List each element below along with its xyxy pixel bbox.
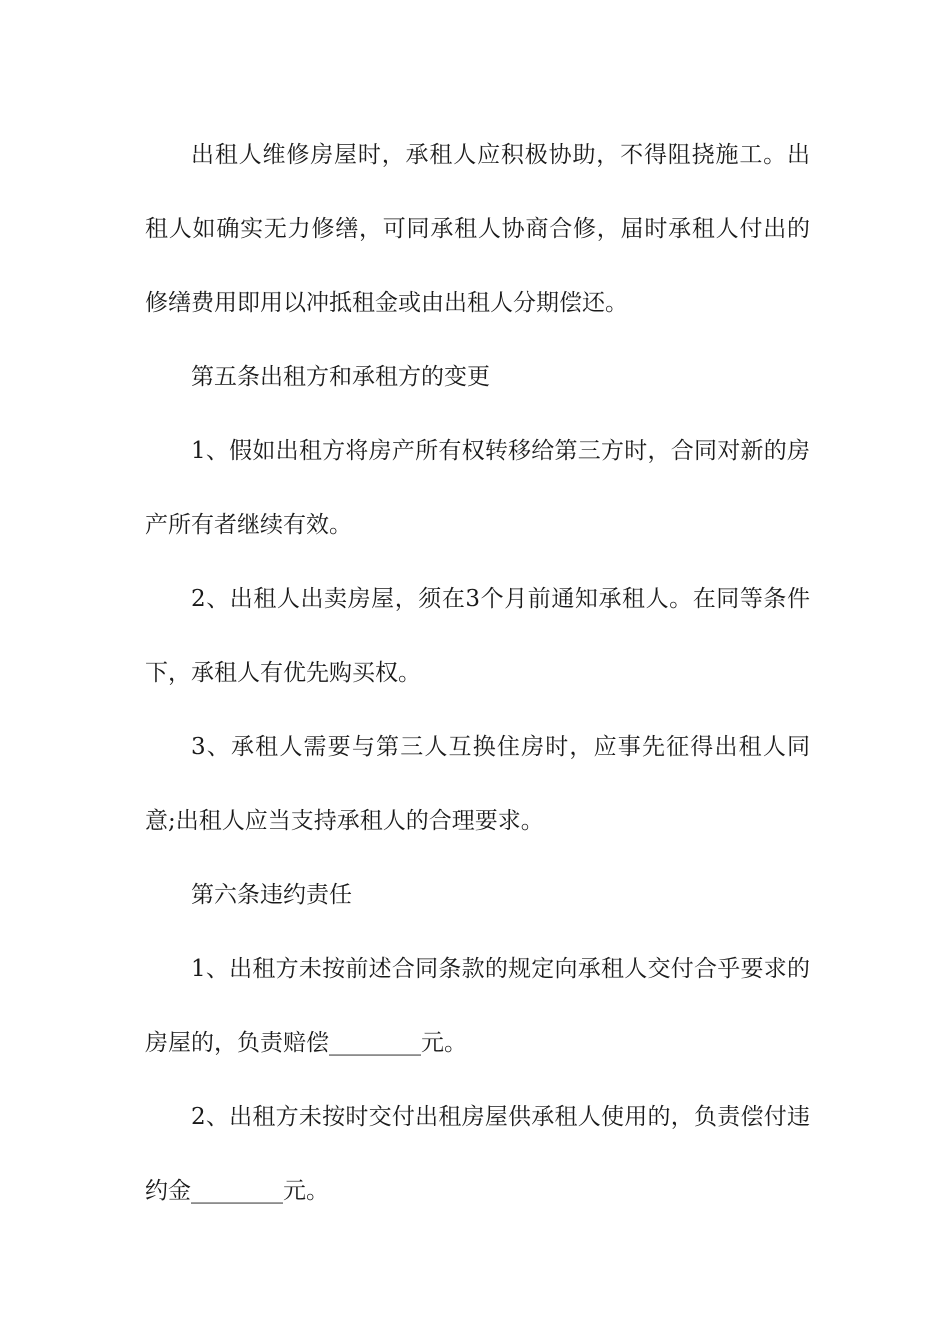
article-5-clause-3: 3、承租人需要与第三人互换住房时，应事先征得出租人同意;出租人应当支持承租人的合理要求。 <box>145 734 810 834</box>
article-5-clause-2: 2、出租人出卖房屋，须在3个月前通知承租人。在同等条件下，承租人有优先购买权。 <box>145 586 810 686</box>
paragraph-repair-assist: 出租人维修房屋时，承租人应积极协助，不得阻挠施工。出租人如确实无力修缮，可同承租人协商合修，届时承租人付出的修缮费用即用以冲抵租金或由出租人分期偿还。 <box>145 142 810 316</box>
document-body <box>145 118 810 1228</box>
article-5-heading: 第五条出租方和承租方的变更 <box>191 364 490 390</box>
article-6-clause-1: 1、出租方未按前述合同条款的规定向承租人交付合乎要求的房屋的，负责赔偿________元。 <box>145 956 810 1056</box>
article-6-clause-2: 2、出租方未按时交付出租房屋供承租人使用的，负责偿付违约金________元。 <box>145 1104 810 1204</box>
article-5-clause-1: 1、假如出租方将房产所有权转移给第三方时，合同对新的房产所有者继续有效。 <box>145 438 810 538</box>
article-6-heading: 第六条违约责任 <box>191 882 352 908</box>
